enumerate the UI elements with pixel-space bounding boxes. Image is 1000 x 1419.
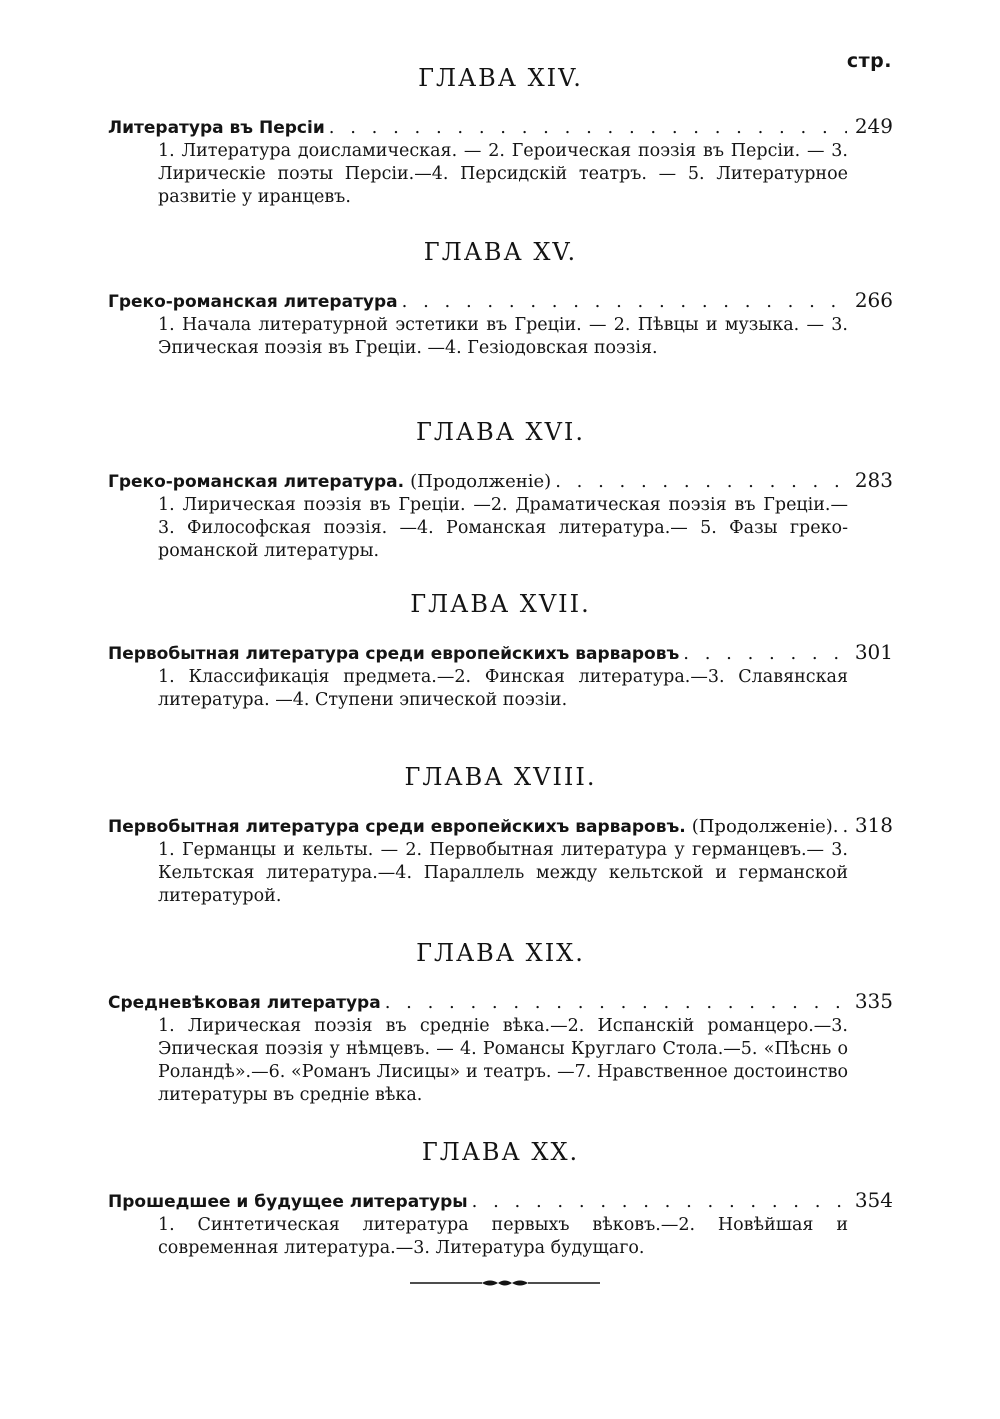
chapter-title: ГЛАВА XVIII. (404, 763, 597, 791)
dot-leader (843, 816, 847, 837)
page-number: 283 (854, 468, 893, 492)
end-ornament (410, 1278, 600, 1288)
entry-title: Литература въ Персіи (108, 118, 325, 138)
chapter-title: ГЛАВА XV. (423, 238, 578, 266)
entry-title: Греко-романская литература (108, 292, 398, 312)
entry-title: Средневѣковая литература (108, 993, 381, 1013)
chapter-section (108, 64, 893, 209)
page-number: 318 (854, 813, 893, 837)
toc-entry[interactable] (108, 989, 893, 1013)
toc-entry[interactable] (108, 1188, 893, 1212)
page-number: 266 (854, 288, 893, 312)
entry-title: Прошедшее и будущее литературы (108, 1192, 468, 1212)
toc-entry[interactable] (108, 468, 893, 492)
chapter-section (108, 763, 893, 908)
entry-continuation: (Продолженіе). (691, 816, 839, 837)
dot-leader (555, 471, 847, 492)
page-number: 354 (854, 1188, 893, 1212)
toc-entry[interactable] (108, 813, 893, 837)
dot-leader (472, 1191, 847, 1212)
entry-title: Первобытная литература среди европейскихъ варваровъ. (108, 817, 686, 837)
chapter-title: ГЛАВА XVII. (410, 590, 591, 618)
chapter-section (108, 590, 893, 712)
toc-entry[interactable] (108, 288, 893, 312)
chapter-section (108, 939, 893, 1107)
page-number: 335 (854, 989, 893, 1013)
chapter-section (108, 418, 893, 563)
dot-leader (385, 992, 847, 1013)
chapter-title: ГЛАВА XIX. (416, 939, 585, 967)
chapter-contents: 1. Германцы и кельты. — 2. Первобытная литература у германцевъ.— 3. Кельтская литература.—4. Параллель между кельтской и германской литературой. (158, 840, 848, 906)
toc-entry[interactable] (108, 640, 893, 664)
chapter-section (108, 1138, 893, 1260)
toc-entry[interactable] (108, 114, 893, 138)
chapter-section (108, 238, 893, 360)
chapter-contents: 1. Литература доисламическая. — 2. Героическая поэзія въ Персіи. — 3. Лирическіе поэты Персіи.—4. Персидскій театръ. — 5. Литературное развитіе у иранцевъ. (158, 141, 848, 207)
chapter-title: ГЛАВА XIV. (418, 64, 583, 92)
entry-title: Греко-романская литература. (108, 472, 405, 492)
page-column-label: стр. (846, 50, 892, 72)
chapter-title: ГЛАВА XX. (421, 1138, 580, 1166)
dot-leader (683, 643, 847, 664)
entry-title: Первобытная литература среди европейскихъ варваровъ (108, 644, 680, 664)
chapter-contents: 1. Классификація предмета.—2. Финская литература.—3. Славянская литература. —4. Ступени эпической поэзіи. (158, 667, 848, 710)
chapter-contents: 1. Лирическая поэзія въ средніе вѣка.—2. Испанскій романцеро.—3. Эпическая поэзія у нѣмцевъ. — 4. Романсы Круглаго Стола.—5. «Пѣснь о Роландѣ».—6. «Романъ Лисицы» и театръ. —7. Нравственное достоинство литературы въ средніе вѣка. (158, 1016, 848, 1105)
page-number: 249 (854, 114, 893, 138)
chapter-contents: 1. Лирическая поэзія въ Греціи. —2. Драматическая поэзія въ Греціи.— 3. Философская поэзія. —4. Романская литература.— 5. Фазы греко-романской литературы. (158, 495, 848, 561)
dot-leader (402, 291, 847, 312)
dot-leader (329, 117, 847, 138)
chapter-title: ГЛАВА XVI. (415, 418, 586, 446)
chapter-contents: 1. Начала литературной эстетики въ Греціи. — 2. Пѣвцы и музыка. — 3. Эпическая поэзія въ Греціи. —4. Гезіодовская поэзія. (158, 315, 848, 358)
page-number: 301 (854, 640, 893, 664)
chapter-contents: 1. Синтетическая литература первыхъ вѣковъ.—2. Новѣйшая и современная литература.—3. Литература будущаго. (158, 1215, 848, 1258)
entry-continuation: (Продолженіе) (410, 471, 552, 492)
